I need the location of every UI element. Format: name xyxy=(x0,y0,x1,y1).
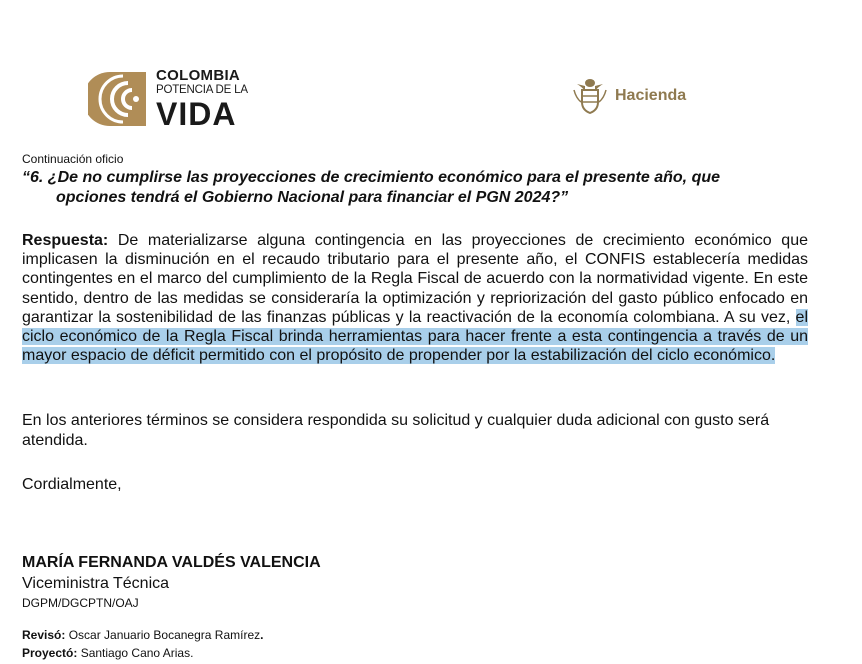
answer-paragraph xyxy=(22,231,808,365)
colombia-potencia-de-la-vida-logo xyxy=(88,68,248,130)
coat-of-arms-icon xyxy=(573,78,607,114)
closing-paragraph: En los anteriores términos se considera respondida su solicitud y cualquier duda adicional con gusto será atendida. xyxy=(22,412,770,449)
review-block xyxy=(22,626,263,662)
projected-by-name: Santiago Cano Arias. xyxy=(77,646,194,660)
question-line-1: “6. ¿De no cumplirse las proyecciones de crecimiento económico para el presente año, que xyxy=(22,169,721,186)
signatory-title: Viceministra Técnica xyxy=(22,575,170,592)
highlighted-text[interactable]: el ciclo económico de la Regla Fiscal brinda herramientas para hacer frente a esta contingencia a través de un mayor espacio de déficit permitido con el propósito de propender por la estabilización del ciclo económico. xyxy=(22,308,808,365)
greeting: Cordialmente, xyxy=(22,476,122,493)
logo-line-colombia: COLOMBIA xyxy=(156,67,241,84)
hacienda-logo xyxy=(573,78,686,114)
logo-line-potencia: POTENCIA DE LA xyxy=(156,84,248,96)
reviewed-by-name: Oscar Januario Bocanegra Ramírez xyxy=(65,628,261,642)
hacienda-text: Hacienda xyxy=(615,87,687,104)
reviewed-period: . xyxy=(260,628,264,642)
logo-line-vida: VIDA xyxy=(156,95,237,132)
answer-body: De materializarse alguna contingencia en las proyecciones de crecimiento económico que implicasen la disminución en el recaudo tributario para el presente año, el CONFIS establecería medidas contingentes en el marco del cumplimiento de la Regla Fiscal de acuerdo con la normatividad vigente. En este sentido, dentro de las medidas se consideraría la optimización y repriorización del gasto público enfocado en garantizar la sostenibilidad de las finanzas públicas y la reactivación de la economía colombiana. A su vez, xyxy=(22,232,808,326)
question-line-2: opciones tendrá el Gobierno Nacional para financiar el PGN 2024?” xyxy=(56,189,569,206)
continuation-label: Continuación oficio xyxy=(22,152,124,166)
answer-label: Respuesta: xyxy=(22,232,109,249)
signatory-name: MARÍA FERNANDA VALDÉS VALENCIA xyxy=(22,554,321,571)
reviewed-by-line xyxy=(22,626,263,644)
question-heading xyxy=(22,168,812,208)
reviewed-label: Revisó: xyxy=(22,628,66,642)
colombia-logo-emblem-icon xyxy=(88,70,146,128)
projected-label: Proyectó: xyxy=(22,646,78,660)
department-codes: DGPM/DGCPTN/OAJ xyxy=(22,596,139,610)
projected-by-line xyxy=(22,644,263,662)
